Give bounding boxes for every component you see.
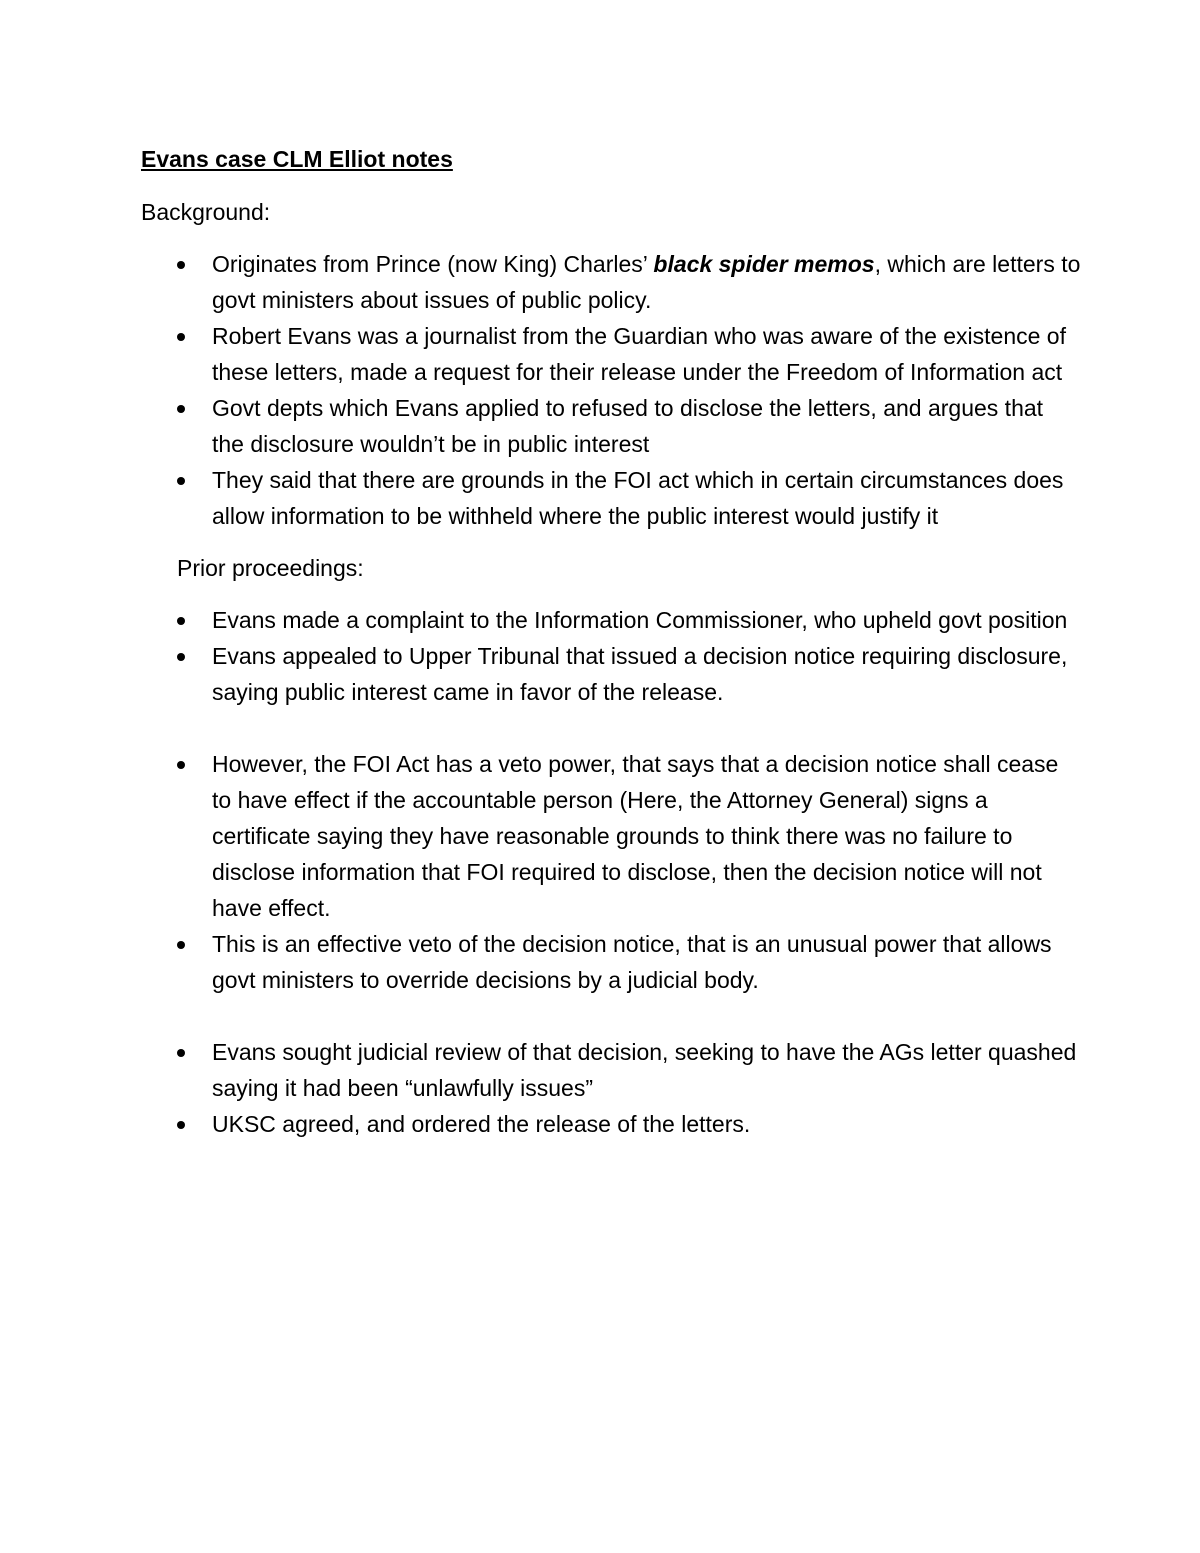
bullet-icon: [177, 653, 185, 661]
list-item-text: This is an effective veto of the decision notice, that is an unusual power that allows govt ministers to override decisions by a judicial body.: [212, 931, 1052, 993]
background-heading: Background:: [141, 199, 271, 225]
list-item-text: Evans sought judicial review of that decision, seeking to have the AGs letter quashed saying it had been “unlawfully issues”: [212, 1039, 1077, 1101]
list-item: [141, 462, 1081, 534]
prior-proceedings-heading: Prior proceedings:: [177, 555, 364, 581]
document-title: Evans case CLM Elliot notes: [141, 146, 453, 172]
list-item: [141, 602, 1081, 638]
list-item-text: Robert Evans was a journalist from the Guardian who was aware of the existence of these letters, made a request for their release under the Freedom of Information act: [212, 323, 1066, 385]
list-item: [141, 246, 1081, 318]
bullet-icon: [177, 1121, 185, 1129]
document-body: [141, 141, 1081, 1142]
bullet-icon: [177, 405, 185, 413]
list-item: [141, 1034, 1081, 1106]
bullet-icon: [177, 1049, 185, 1057]
emphasis-text: black spider memos: [653, 251, 875, 277]
list-item: [141, 318, 1081, 390]
list-item-text: , which are letters to govt ministers about issues of public policy.: [212, 251, 1081, 313]
list-item-text: UKSC agreed, and ordered the release of the letters.: [212, 1111, 751, 1137]
list-item-text: However, the FOI Act has a veto power, that says that a decision notice shall cease to have effect if the accountable person (Here, the Attorney General) signs a certificate saying they have reasonable grounds to think there was no failure to disclose information that FOI required to disclose, then the decision notice will not have effect.: [212, 751, 1059, 921]
list-item: [141, 1106, 1081, 1142]
prior-proceedings-list-2: [141, 746, 1081, 998]
list-item: [141, 746, 1081, 926]
bullet-icon: [177, 617, 185, 625]
background-list: [141, 246, 1081, 534]
bullet-icon: [177, 477, 185, 485]
list-item: [141, 926, 1081, 998]
list-item-text: They said that there are grounds in the FOI act which in certain circumstances does allow information to be withheld where the public interest would justify it: [212, 467, 1064, 529]
bullet-icon: [177, 261, 185, 269]
list-item-text: Evans appealed to Upper Tribunal that issued a decision notice requiring disclosure, saying public interest came in favor of the release.: [212, 643, 1068, 705]
bullet-icon: [177, 941, 185, 949]
bullet-icon: [177, 333, 185, 341]
list-item: [141, 390, 1081, 462]
bullet-icon: [177, 761, 185, 769]
prior-proceedings-list-3: [141, 1034, 1081, 1142]
prior-proceedings-list-1: [141, 602, 1081, 710]
list-item-text: Originates from Prince (now King) Charles’: [212, 251, 654, 277]
list-item-text: Govt depts which Evans applied to refused to disclose the letters, and argues that the disclosure wouldn’t be in public interest: [212, 395, 1044, 457]
list-item: [141, 638, 1081, 710]
list-item-text: Evans made a complaint to the Information Commissioner, who upheld govt position: [212, 607, 1068, 633]
